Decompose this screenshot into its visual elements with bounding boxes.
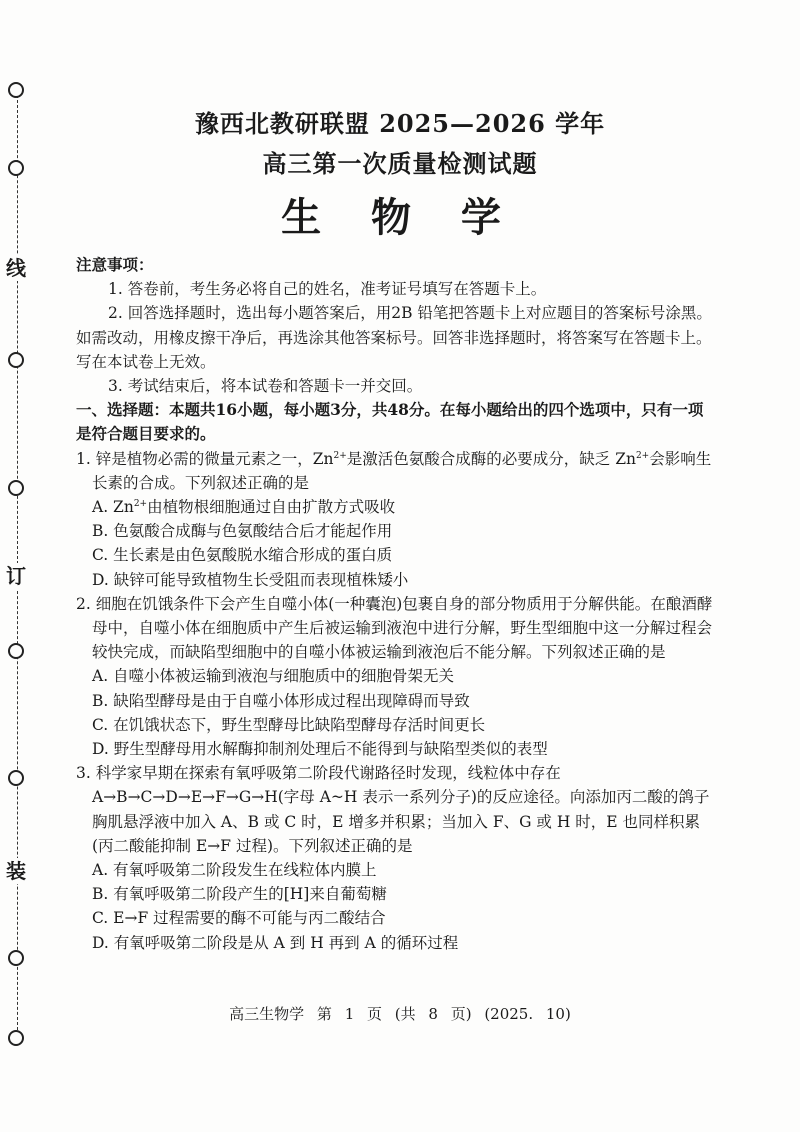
binding-char-zhuang: 装 bbox=[6, 859, 26, 883]
notice-item: 2. 回答选择题时，选出每小题答案后，用2B 铅笔把答题卡上对应题目的答案标号涂黑。如需改动，用橡皮擦干净后，再选涂其他答案标号。回答非选择题时，将答案写在答题卡上。写在本试卷上无效。 bbox=[76, 304, 712, 371]
binding-char-xian: 线 bbox=[6, 256, 26, 280]
question-2-option-c: C. 在饥饿状态下，野生型酵母比缺陷型酵母存活时间更长 bbox=[92, 715, 486, 734]
question-2-option-a: A. 自噬小体被运输到液泡与细胞质中的细胞骨架无关 bbox=[92, 667, 455, 686]
page-footer: 高三生物学 第 1 页 (共 8 页) (2025. 10) bbox=[229, 1005, 571, 1023]
exam-title-line1: 豫西北教研联盟 2025—2026 学年 bbox=[194, 109, 606, 138]
question-2-option-b: B. 缺陷型酵母是由于自噬小体形成过程出现障碍而导致 bbox=[92, 691, 470, 710]
question-3-option-c: C. E→F 过程需要的酶不可能与丙二酸结合 bbox=[92, 909, 386, 928]
exam-title-line2: 高三第一次质量检测试题 bbox=[262, 149, 538, 178]
section-heading: 一、选择题：本题共16小题，每小题3分，共48分。在每小题给出的四个选项中，只有一项是符合题目要求的。 bbox=[76, 400, 704, 444]
binding-char-ding: 订 bbox=[6, 564, 26, 588]
question-3-option-b: B. 有氧呼吸第二阶段产生的[H]来自葡萄糖 bbox=[92, 885, 387, 904]
question-1-stem: 1. 锌是植物必需的微量元素之一，$Zn^{2+}$是激活色氨酸合成酶的必要成分，缺乏 $Zn^{2+}$会影响生长素的合成。下列叙述正确的是 bbox=[76, 449, 712, 492]
question-1-option-d: D. 缺锌可能导致植物生长受阻而表现植株矮小 bbox=[92, 570, 409, 589]
notice-heading: 注意事项： bbox=[76, 255, 154, 274]
question-3-option-d: D. 有氧呼吸第二阶段是从 A 到 H 再到 A 的循环过程 bbox=[92, 933, 459, 952]
question-1-option-a: A. $Zn^{2+}$由植物根细胞通过自由扩散方式吸收 bbox=[92, 498, 396, 517]
question-1-option-b: B. 色氨酸合成酶与色氨酸结合后才能起作用 bbox=[92, 522, 393, 541]
notice-item: 1. 答卷前，考生务必将自己的姓名，准考证号填写在答题卡上。 bbox=[108, 280, 547, 299]
question-1-option-c: C. 生长素是由色氨酸脱水缩合形成的蛋白质 bbox=[92, 546, 393, 565]
question-2-stem: 2. 细胞在饥饿条件下会产生自噬小体(一种囊泡)包裹自身的部分物质用于分解供能。在酿酒酵母中，自噬小体在细胞质中产生后被运输到液泡中进行分解，野生型细胞中这一分解过程会较快完成，而缺陷型细胞中的自噬小体被运输到液泡后不能分解。下列叙述正确的是 bbox=[76, 594, 713, 662]
question-3-stem: 3. 科学家早期在探索有氧呼吸第二阶段代谢路径时发现，线粒体中存在 A→B→C→D→E→F→G→H(字母 A~H 表示一系列分子)的反应途径。向添加丙二酸的鸽子胸肌悬浮液中加入 A、B 或 C 时，E 增多并积累；当加入 F、G 或 H 时，E 也同样积累(丙二酸能抑制 E→F 过程)。下列叙述正确的是 bbox=[76, 764, 710, 855]
question-3-option-a: A. 有氧呼吸第二阶段发生在线粒体内膜上 bbox=[92, 861, 377, 880]
notice-item: 3. 考试结束后，将本试卷和答题卡一并交回。 bbox=[108, 377, 423, 396]
question-2-option-d: D. 野生型酵母用水解酶抑制剂处理后不能得到与缺陷型类似的表型 bbox=[92, 740, 548, 759]
exam-body bbox=[76, 253, 716, 955]
subject-title: 生 物 学 bbox=[281, 194, 519, 241]
